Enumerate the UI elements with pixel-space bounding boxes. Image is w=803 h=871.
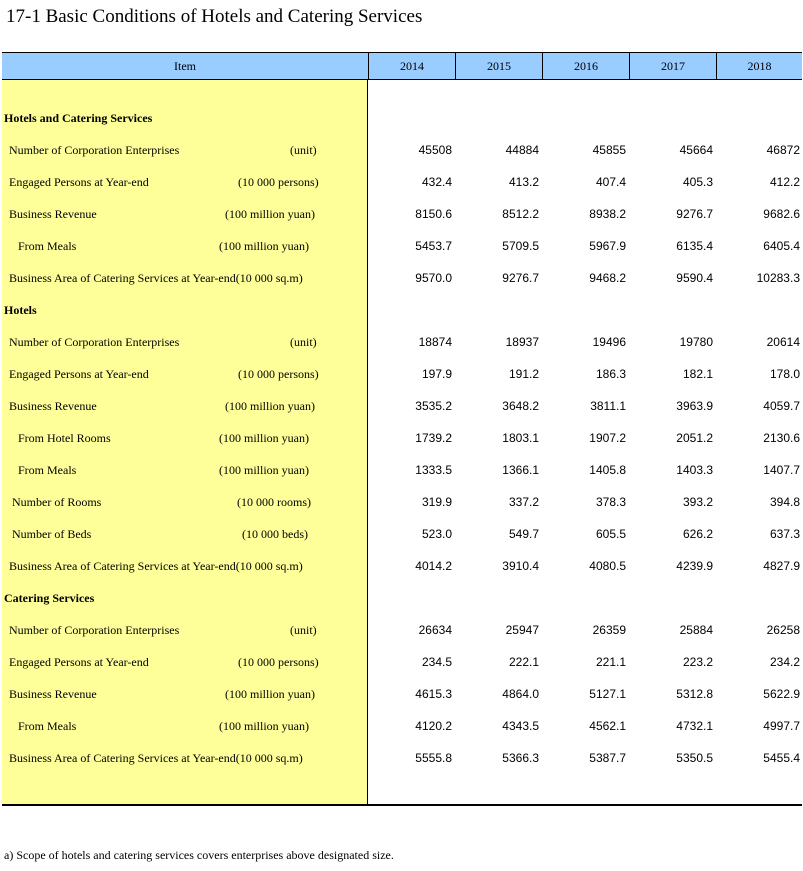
value-cell-2017: 9276.7 (676, 207, 713, 221)
value-cell-2016: 407.4 (595, 175, 626, 189)
header-year-2017: 2017 (629, 53, 716, 79)
value-cell-2016: 378.3 (595, 495, 626, 509)
value-cell-2015: 3648.2 (502, 399, 539, 413)
value-cell-2016: 5387.7 (589, 751, 626, 765)
value-cell-2016: 4562.1 (589, 719, 626, 733)
value-cell-2016: 4080.5 (589, 559, 626, 573)
table-row (0, 710, 803, 742)
value-cell-2018: 20614 (766, 335, 800, 349)
value-cell-2015: 222.1 (508, 655, 539, 669)
value-cell-2017: 405.3 (682, 175, 713, 189)
value-cell-2015: 191.2 (508, 367, 539, 381)
value-cell-2016: 45855 (592, 143, 626, 157)
value-cell-2016: 1907.2 (589, 431, 626, 445)
value-cell-2014: 432.4 (421, 175, 452, 189)
row-unit: (10 000 persons) (238, 175, 319, 189)
value-cell-2015: 5366.3 (502, 751, 539, 765)
section-row (0, 102, 803, 134)
table-row (0, 326, 803, 358)
value-cell-2014: 5453.7 (415, 239, 452, 253)
value-cell-2015: 1366.1 (502, 463, 539, 477)
table-row (0, 358, 803, 390)
row-label: From Meals (18, 239, 77, 253)
header-year-2018: 2018 (716, 53, 802, 79)
value-cell-2014: 1333.5 (415, 463, 452, 477)
value-cell-2014: 8150.6 (415, 207, 452, 221)
table-header (2, 52, 802, 80)
value-cell-2017: 223.2 (682, 655, 713, 669)
value-cell-2015: 4864.0 (502, 687, 539, 701)
row-label: Number of Rooms (12, 495, 102, 509)
section-title: Hotels (4, 303, 37, 317)
value-cell-2017: 1403.3 (676, 463, 713, 477)
row-label: Business Area of Catering Services at Year-end(10 000 sq.m) (9, 559, 303, 573)
table-row (0, 390, 803, 422)
value-cell-2016: 8938.2 (589, 207, 626, 221)
value-cell-2018: 10283.3 (756, 271, 800, 285)
footnote: a) Scope of hotels and catering services covers enterprises above designated size. (4, 848, 394, 862)
table-row (0, 262, 803, 294)
value-cell-2016: 19496 (592, 335, 626, 349)
header-year-2015: 2015 (455, 53, 542, 79)
table-row (0, 198, 803, 230)
row-label: Engaged Persons at Year-end (9, 175, 149, 189)
row-label: Number of Corporation Enterprises (9, 623, 180, 637)
row-unit: (100 million yuan) (219, 719, 309, 733)
value-cell-2018: 412.2 (769, 175, 800, 189)
value-cell-2015: 25947 (505, 623, 539, 637)
section-row (0, 582, 803, 614)
section-title: Hotels and Catering Services (4, 111, 153, 125)
section-row (0, 294, 803, 326)
value-cell-2014: 45508 (418, 143, 452, 157)
table-row (0, 134, 803, 166)
value-cell-2016: 5127.1 (589, 687, 626, 701)
row-unit: (100 million yuan) (225, 207, 315, 221)
value-cell-2014: 18874 (418, 335, 452, 349)
value-cell-2017: 4239.9 (676, 559, 713, 573)
row-unit: (100 million yuan) (225, 687, 315, 701)
value-cell-2018: 394.8 (769, 495, 800, 509)
table-row (0, 550, 803, 582)
value-cell-2015: 413.2 (508, 175, 539, 189)
table-row (0, 454, 803, 486)
table-row (0, 646, 803, 678)
value-cell-2014: 4014.2 (415, 559, 452, 573)
row-label: From Hotel Rooms (18, 431, 111, 445)
value-cell-2018: 1407.7 (763, 463, 800, 477)
value-cell-2014: 9570.0 (415, 271, 452, 285)
value-cell-2017: 2051.2 (676, 431, 713, 445)
value-cell-2014: 26634 (418, 623, 452, 637)
value-cell-2017: 5350.5 (676, 751, 713, 765)
header-year-2016: 2016 (542, 53, 629, 79)
value-cell-2015: 44884 (505, 143, 539, 157)
value-cell-2017: 45664 (679, 143, 713, 157)
row-unit: (10 000 rooms) (237, 495, 311, 509)
table-row (0, 230, 803, 262)
value-cell-2014: 5555.8 (415, 751, 452, 765)
value-cell-2017: 393.2 (682, 495, 713, 509)
row-label: Engaged Persons at Year-end (9, 367, 149, 381)
row-unit: (unit) (290, 623, 317, 637)
row-unit: (100 million yuan) (219, 463, 309, 477)
value-cell-2018: 46872 (766, 143, 800, 157)
value-cell-2018: 6405.4 (763, 239, 800, 253)
row-label: Number of Beds (12, 527, 92, 541)
value-cell-2017: 9590.4 (676, 271, 713, 285)
value-cell-2016: 221.1 (595, 655, 626, 669)
value-cell-2017: 25884 (679, 623, 713, 637)
value-cell-2014: 523.0 (421, 527, 452, 541)
value-cell-2018: 5622.9 (763, 687, 800, 701)
value-cell-2016: 3811.1 (590, 399, 626, 413)
value-cell-2016: 26359 (592, 623, 626, 637)
row-unit: (unit) (290, 143, 317, 157)
row-unit: (10 000 beds) (242, 527, 308, 541)
table-bottom-rule (2, 804, 802, 806)
value-cell-2014: 319.9 (421, 495, 452, 509)
page-title: 17-1 Basic Conditions of Hotels and Catering Services (6, 6, 423, 27)
table-row (0, 486, 803, 518)
value-cell-2015: 3910.4 (502, 559, 539, 573)
header-item: Item (174, 59, 196, 73)
table-row (0, 614, 803, 646)
value-cell-2017: 5312.8 (676, 687, 713, 701)
value-cell-2018: 4059.7 (763, 399, 800, 413)
value-cell-2015: 5709.5 (502, 239, 539, 253)
value-cell-2018: 4827.9 (763, 559, 800, 573)
row-label: Engaged Persons at Year-end (9, 655, 149, 669)
value-cell-2015: 9276.7 (502, 271, 539, 285)
row-label: From Meals (18, 719, 77, 733)
value-cell-2015: 8512.2 (502, 207, 539, 221)
section-title: Catering Services (4, 591, 95, 605)
row-unit: (100 million yuan) (219, 431, 309, 445)
value-cell-2017: 626.2 (682, 527, 713, 541)
row-label: From Meals (18, 463, 77, 477)
header-year-2014: 2014 (368, 53, 455, 79)
value-cell-2016: 1405.8 (589, 463, 626, 477)
value-cell-2015: 337.2 (508, 495, 539, 509)
value-cell-2016: 186.3 (595, 367, 626, 381)
row-unit: (10 000 persons) (238, 367, 319, 381)
row-unit: (10 000 persons) (238, 655, 319, 669)
row-label: Business Revenue (9, 207, 97, 221)
value-cell-2016: 5967.9 (589, 239, 626, 253)
value-cell-2018: 234.2 (769, 655, 800, 669)
value-cell-2015: 4343.5 (502, 719, 539, 733)
row-label: Business Area of Catering Services at Year-end(10 000 sq.m) (9, 751, 303, 765)
value-cell-2017: 4732.1 (676, 719, 713, 733)
table-row (0, 166, 803, 198)
value-cell-2014: 3535.2 (415, 399, 452, 413)
value-cell-2016: 605.5 (595, 527, 626, 541)
table-row (0, 422, 803, 454)
value-cell-2017: 6135.4 (676, 239, 713, 253)
row-label: Business Revenue (9, 399, 97, 413)
value-cell-2016: 9468.2 (589, 271, 626, 285)
row-unit: (unit) (290, 335, 317, 349)
row-label: Number of Corporation Enterprises (9, 335, 180, 349)
value-cell-2018: 178.0 (769, 367, 800, 381)
value-cell-2018: 4997.7 (763, 719, 800, 733)
row-unit: (100 million yuan) (225, 399, 315, 413)
value-cell-2014: 234.5 (421, 655, 452, 669)
value-cell-2018: 9682.6 (763, 207, 800, 221)
value-cell-2017: 3963.9 (676, 399, 713, 413)
value-cell-2014: 4615.3 (415, 687, 452, 701)
value-cell-2017: 19780 (679, 335, 713, 349)
value-cell-2015: 1803.1 (502, 431, 539, 445)
row-label: Business Area of Catering Services at Year-end(10 000 sq.m) (9, 271, 303, 285)
value-cell-2017: 182.1 (682, 367, 713, 381)
table-row (0, 518, 803, 550)
row-unit: (100 million yuan) (219, 239, 309, 253)
table-row (0, 742, 803, 774)
value-cell-2014: 4120.2 (415, 719, 452, 733)
value-cell-2014: 1739.2 (415, 431, 452, 445)
row-label: Number of Corporation Enterprises (9, 143, 180, 157)
value-cell-2018: 26258 (766, 623, 800, 637)
value-cell-2015: 549.7 (508, 527, 539, 541)
row-label: Business Revenue (9, 687, 97, 701)
value-cell-2018: 2130.6 (763, 431, 800, 445)
value-cell-2015: 18937 (505, 335, 539, 349)
table-row (0, 678, 803, 710)
value-cell-2014: 197.9 (421, 367, 452, 381)
value-cell-2018: 5455.4 (763, 751, 800, 765)
value-cell-2018: 637.3 (769, 527, 800, 541)
